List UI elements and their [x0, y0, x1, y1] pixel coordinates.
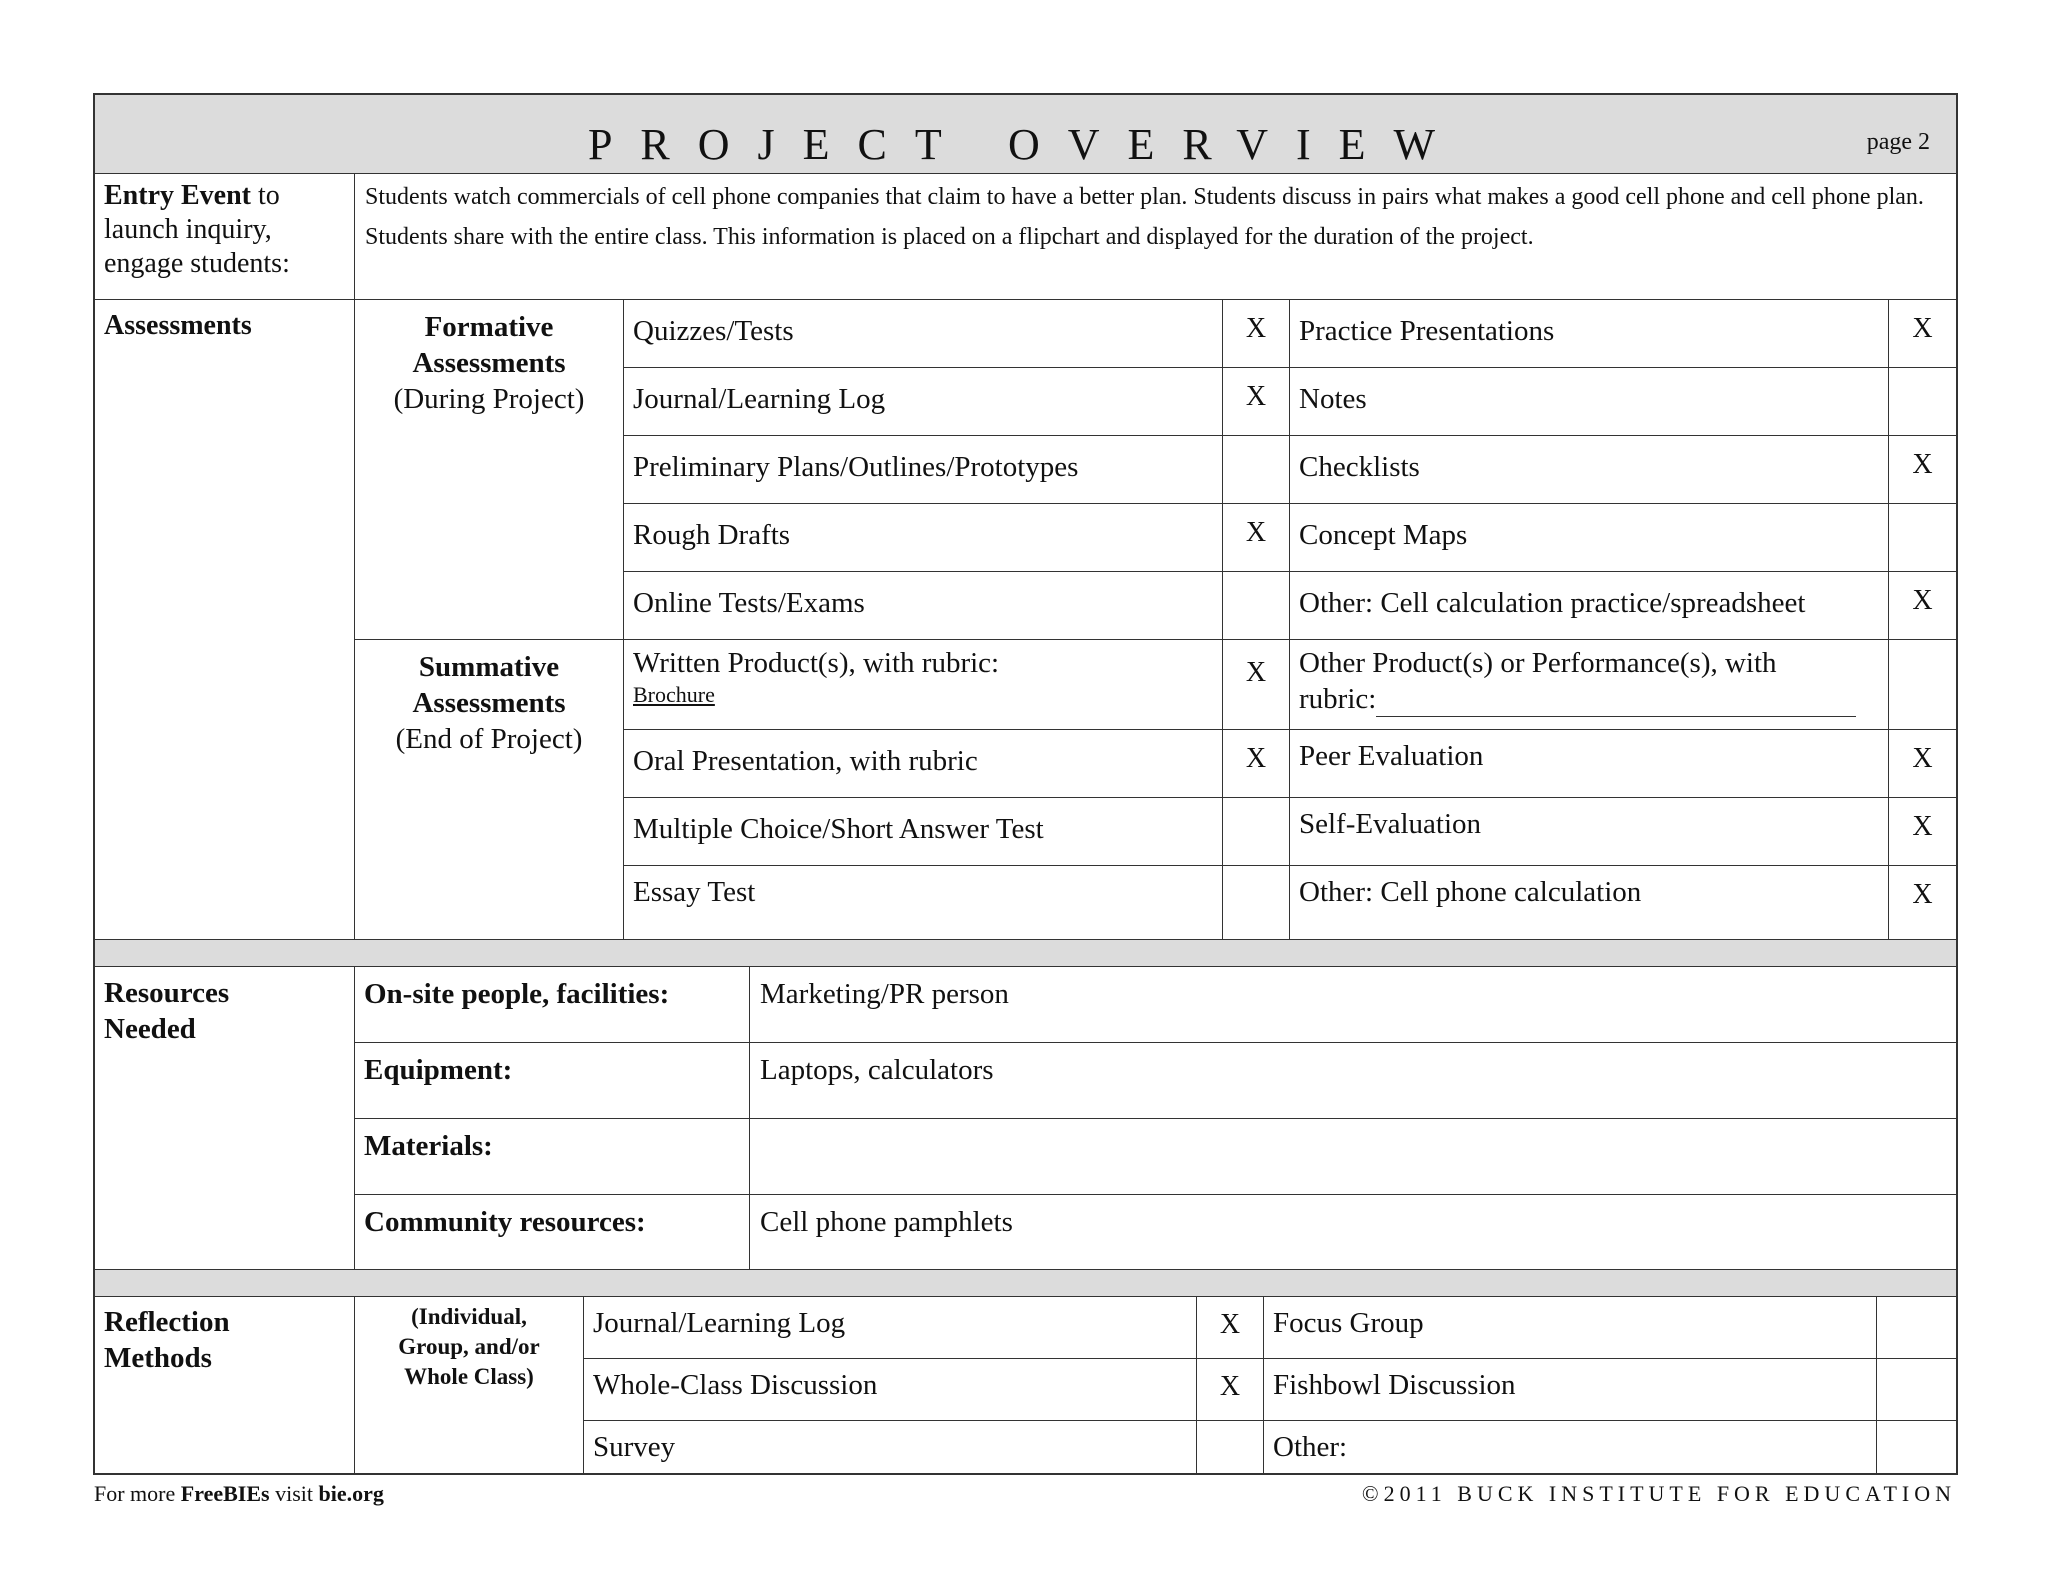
reflection-item: Other: — [1273, 1431, 1348, 1463]
reflection-item: Survey — [593, 1431, 676, 1463]
resource-label: Materials: — [364, 1130, 493, 1162]
reflection-scope-note: (Individual, Group, and/or Whole Class) — [398, 1304, 540, 1389]
entry-event-text: Students watch commercials of cell phone companies that claim to have a better plan. Students discuss in pairs what makes a good cell phone and cell phone plan. Students share with the entire class. This information is placed on a flipchart and displayed for the duration of the project. — [365, 184, 1924, 250]
resource-value: Marketing/PR person — [760, 978, 1009, 1010]
blank-line — [1376, 690, 1856, 717]
entry-event-label: Entry Event to launch inquiry, engage students: — [104, 180, 290, 279]
summative-item: Oral Presentation, with rubric — [633, 745, 978, 777]
check-mark[interactable]: X — [1912, 313, 1933, 344]
formative-item: Preliminary Plans/Outlines/Prototypes — [633, 451, 1079, 483]
check-mark[interactable]: X — [1245, 381, 1267, 412]
resource-label: Community resources: — [364, 1206, 646, 1238]
summative-item: Multiple Choice/Short Answer Test — [633, 813, 1044, 845]
check-mark[interactable]: X — [1245, 313, 1267, 344]
reflection-item: Whole-Class Discussion — [593, 1369, 878, 1401]
summative-label: Summative Assessments (End of Project) — [395, 651, 583, 755]
formative-label: Formative Assessments (During Project) — [393, 311, 585, 415]
check-mark[interactable]: X — [1912, 449, 1933, 480]
summative-item: Other Product(s) or Performance(s), with rubric: — [1299, 645, 1856, 717]
resource-label: On-site people, facilities: — [364, 978, 670, 1010]
assessments-label: Assessments — [104, 310, 252, 341]
check-mark[interactable]: X — [1219, 1309, 1241, 1340]
check-mark[interactable]: X — [1912, 879, 1933, 910]
page-number: page 2 — [1866, 129, 1930, 155]
check-mark[interactable]: X — [1912, 811, 1933, 842]
check-mark[interactable]: X — [1245, 743, 1267, 774]
reflection-item: Journal/Learning Log — [593, 1307, 846, 1339]
formative-item: Quizzes/Tests — [633, 315, 794, 347]
resources-label: Resources Needed — [104, 977, 230, 1045]
reflection-item: Focus Group — [1273, 1307, 1424, 1339]
check-mark[interactable]: X — [1912, 585, 1933, 616]
footer-copyright: ©2011 BUCK INSTITUTE FOR EDUCATION — [1361, 1481, 1956, 1506]
formative-item: Notes — [1299, 383, 1367, 415]
project-overview-form — [93, 93, 1958, 1475]
summative-item: Self-Evaluation — [1299, 808, 1482, 840]
formative-item: Checklists — [1299, 451, 1420, 483]
formative-item: Practice Presentations — [1299, 315, 1555, 347]
footer-link[interactable]: bie.org — [318, 1481, 384, 1506]
check-mark[interactable]: X — [1245, 657, 1267, 688]
formative-item: Rough Drafts — [633, 519, 791, 551]
footer-freebies-note: For more FreeBIEs visit bie.org — [94, 1481, 384, 1506]
section-separator — [95, 1270, 1956, 1296]
resource-label: Equipment: — [364, 1054, 513, 1086]
page-title: PROJECT OVERVIEW — [587, 120, 1464, 169]
resource-value: Cell phone pamphlets — [760, 1206, 1013, 1238]
reflection-label: Reflection Methods — [104, 1306, 230, 1374]
resource-value: Laptops, calculators — [760, 1054, 994, 1086]
check-mark[interactable]: X — [1912, 743, 1933, 774]
check-mark[interactable]: X — [1245, 517, 1267, 548]
summative-item: Essay Test — [633, 876, 756, 908]
formative-item: Online Tests/Exams — [633, 587, 865, 619]
section-separator — [95, 940, 1956, 966]
check-mark[interactable]: X — [1219, 1371, 1241, 1402]
header-band — [95, 95, 1956, 173]
formative-item: Journal/Learning Log — [633, 383, 886, 415]
formative-item: Concept Maps — [1299, 519, 1468, 551]
formative-item: Other: Cell calculation practice/spreadsheet — [1299, 587, 1806, 619]
reflection-item: Fishbowl Discussion — [1273, 1369, 1516, 1401]
summative-item: Peer Evaluation — [1299, 740, 1484, 772]
summative-item: Other: Cell phone calculation — [1299, 876, 1642, 908]
summative-item: Written Product(s), with rubric: Brochure — [633, 647, 1000, 707]
